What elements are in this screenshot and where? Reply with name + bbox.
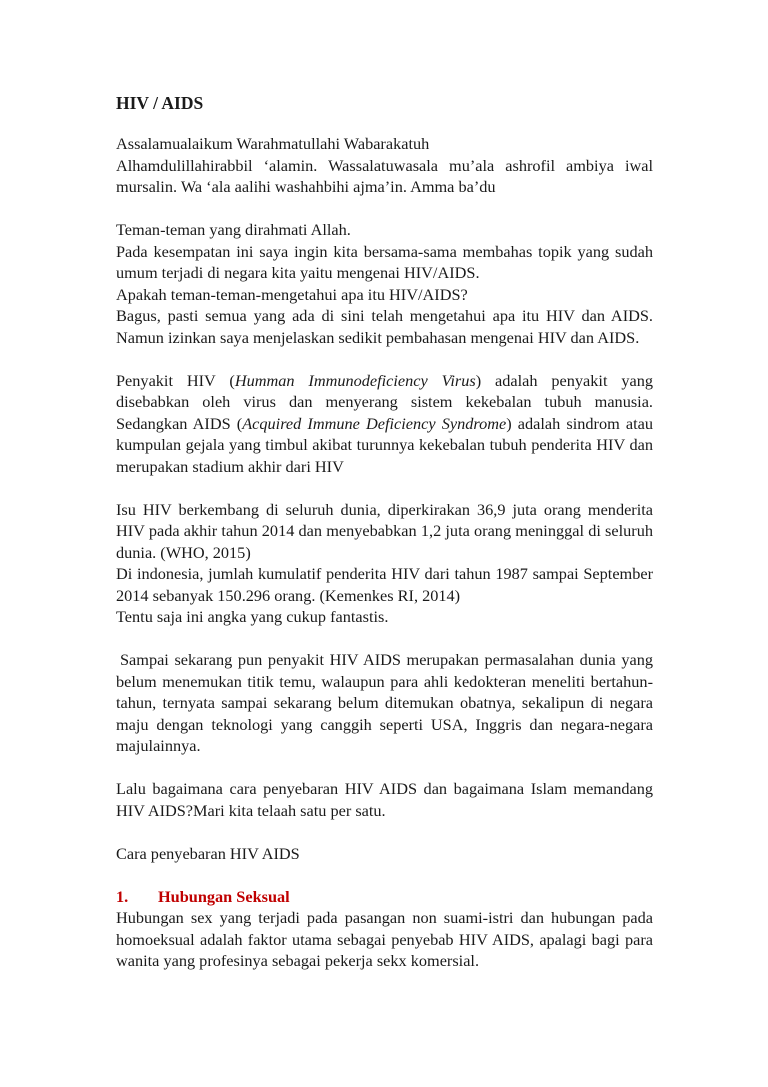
hiv-term: Humman Immunodeficiency Virus [234, 370, 476, 390]
greeting-line: Assalamualaikum Warahmatullahi Wabarakatuh [116, 134, 430, 153]
definition-text-2: ) adalah penyakit yang disebabkan oleh virus dan menyerang sistem kekebalan tubuh manusia. Sedangkan AIDS ( [116, 370, 653, 433]
opening-prayer: Alhamdulillahirabbil ‘alamin. Wassalatuwasala mu’ala ashrofil ambiya iwal mursalin. Wa ‘ala aalihi washahbihi ajma’in. Amma ba’du [116, 155, 653, 196]
address-line: Teman-teman yang dirahmati Allah. [116, 220, 351, 239]
indonesia-stats-paragraph: Di indonesia, jumlah kumulatif penderita HIV dari tahun 1987 sampai September 2014 sebanyak 150.296 orang. (Kemenkes RI, 2014) [116, 564, 653, 605]
aids-term: Acquired Immune Deficiency Syndrome [242, 413, 507, 433]
topic-intro: Pada kesempatan ini saya ingin kita bersama-sama membahas topik yang sudah umum terjadi di negara kita yaitu mengenai HIV/AIDS. [116, 241, 653, 282]
spacer [116, 477, 653, 499]
definition-text-3: ) adalah sindrom atau kumpulan gejala yang timbul akibat turunnya kekebalan tubuh penderita HIV dan merupakan stadium akhir dari HIV [116, 413, 654, 476]
definition-paragraph [116, 370, 653, 478]
spacer [116, 628, 653, 650]
global-stats-paragraph: Isu HIV berkembang di seluruh dunia, diperkirakan 36,9 juta orang menderita HIV pada akhir tahun 2014 dan menyebabkan 1,2 juta orang meninggal di seluruh dunia. (WHO, 2015) [116, 499, 653, 562]
remark-line: Tentu saja ini angka yang cukup fantastis. [116, 607, 389, 626]
spacer [116, 821, 653, 843]
spacer [116, 348, 653, 370]
transition-paragraph: Lalu bagaimana cara penyebaran HIV AIDS dan bagaimana Islam memandang HIV AIDS?Mari kita telaah satu per satu. [116, 779, 653, 820]
document-body [116, 92, 653, 972]
explanation-intro: Bagus, pasti semua yang ada di sini telah mengetahui apa itu HIV dan AIDS. Namun izinkan saya menjelaskan sedikit pembahasan mengenai HIV dan AIDS. [116, 306, 653, 347]
spread-heading: Cara penyebaran HIV AIDS [116, 843, 300, 863]
section-1-number: 1. [116, 886, 129, 906]
problem-paragraph: Sampai sekarang pun penyakit HIV AIDS merupakan permasalahan dunia yang belum menemukan titik temu, walaupun para ahli kedokteran meneliti bertahun-tahun, ternyata sampai sekarang belum ditemukan obatnya, sekalipun di negara maju dengan teknologi yang canggih seperti USA, Inggris dan negara-negara majulainnya. [116, 650, 653, 755]
spacer [116, 757, 653, 779]
spacer [116, 198, 653, 220]
section-1-heading [116, 886, 653, 908]
question-line: Apakah teman-teman-mengetahui apa itu HIV/AIDS? [116, 284, 468, 304]
spacer [116, 864, 653, 886]
section-1-text: Hubungan sex yang terjadi pada pasangan non suami-istri dan hubungan pada homoeksual adalah faktor utama sebagai penyebab HIV AIDS, apalagi bagi para wanita yang profesinya sebagai pekerja sekx komersial. [116, 908, 653, 970]
document-title: HIV / AIDS [116, 93, 204, 113]
section-1-title: Hubungan Seksual [158, 886, 290, 906]
definition-text-1: Penyakit HIV ( [116, 370, 235, 390]
